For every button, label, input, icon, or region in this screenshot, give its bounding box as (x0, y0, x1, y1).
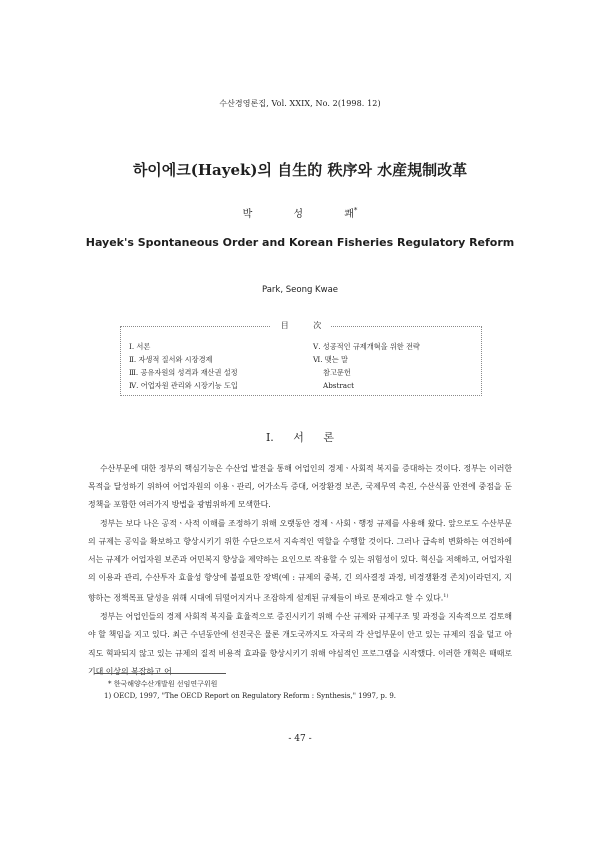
paragraph: 정부는 어업인들의 경제 사회적 복지를 효율적으로 증진시키기 위해 수산 규제와 규제구조 및 과정을 지속적으로 검토해야 할 책임을 지고 있다. 최근 수년동안에 선진국은 물론 개도국까지도 자국의 각 산업부문이 안고 있는 규제의 짐을 덜고 아직도 혁파되지 않고 있는 규제의 질적 비용적 효과를 향상시키기 위해 야심적인 프로그램을 시작했다. 이러한 개혁은 때때로 기대 이상의 복잡하고 어 (88, 612, 512, 676)
toc-left-column (129, 340, 238, 392)
body-text (88, 460, 512, 681)
toc-item: Ⅴ. 성공적인 규제개혁을 위한 전략 (313, 342, 420, 351)
toc-item: Ⅵ. 맺는 말 (313, 355, 348, 364)
section-heading: Ⅰ. 서 론 (265, 431, 335, 444)
english-title: Hayek's Spontaneous Order and Korean Fisheries Regulatory Reform (85, 236, 515, 249)
footnote-affiliation: * 한국해양수산개발원 선임연구위원 (108, 680, 218, 688)
paragraph: 수산부문에 대한 정부의 핵심기능은 수산업 발전을 통해 어업인의 경제ㆍ사회적 복지를 증대하는 것이다. 정부는 이러한 목적을 달성하기 위하여 어업자원의 이용ㆍ관리, 어가소득 증대, 어장환경 보존, 국제무역 촉진, 수산식품 안전에 중점을 둔 정책을 포함한 여러가지 방법을 광범위하게 모색한다. (88, 464, 512, 510)
korean-title: 하이에크(Hayek)의 自生的 秩序와 水産規制改革 (132, 161, 468, 179)
toc-right-column (313, 340, 420, 392)
english-author: Park, Seong Kwae (261, 285, 339, 295)
page-number: - 47 - (288, 734, 312, 744)
footnote-reference: 1) OECD, 1997, "The OECD Report on Regulatory Reform : Synthesis," 1997, p. 9. (104, 692, 397, 700)
toc-item: Ⅰ. 서론 (129, 342, 151, 351)
korean-author (0, 205, 600, 220)
toc-item: Ⅱ. 자생적 질서와 시장경제 (129, 355, 213, 364)
table-of-contents (120, 321, 482, 396)
journal-header: 수산경영론집, Vol. XXIX, No. 2(1998. 12) (219, 99, 381, 108)
korean-author-name: 박 성 쾌 (242, 209, 354, 220)
author-footnote-marker: * (353, 206, 358, 215)
toc-item: Ⅳ. 어업자원 관리와 시장기능 도입 (129, 381, 238, 390)
footnote-divider (94, 673, 226, 674)
toc-heading: 目 次 (121, 320, 481, 331)
footnote-ref: 1) (443, 593, 449, 600)
toc-item: Ⅲ. 공유자원의 성격과 재산권 설정 (129, 368, 238, 377)
paragraph: 정부는 보다 나은 공적ㆍ사적 이해를 조정하기 위해 오랫동안 경제ㆍ사회ㆍ행정 규제를 사용해 왔다. 앞으로도 수산부문의 규제는 공익을 확보하고 향상시키기 위한 수단으로서 지속적인 역할을 수행할 것이다. 그러나 급속히 변화하는 여건하에서는 규제가 어업자원 보존과 어민복지 향상을 제약하는 요인으로 작용할 수 있는 위험성이 있다. 혁신을 저해하고, 어업자원의 이용과 관리, 수산투자 효율성 향상에 불필요한 장벽(예 : 규제의 중복, 긴 의사결정 과정, 비경쟁환경 존치)이라던지, 지향하는 정책목표 달성을 위해 시대에 뒤떨어지거나 조잡하게 설계된 규제들이 바로 문제라고 할 수 있다.$^{1)}$ (88, 518, 512, 604)
toc-item: 참고문헌 (323, 368, 351, 377)
toc-item: Abstract (323, 381, 355, 390)
